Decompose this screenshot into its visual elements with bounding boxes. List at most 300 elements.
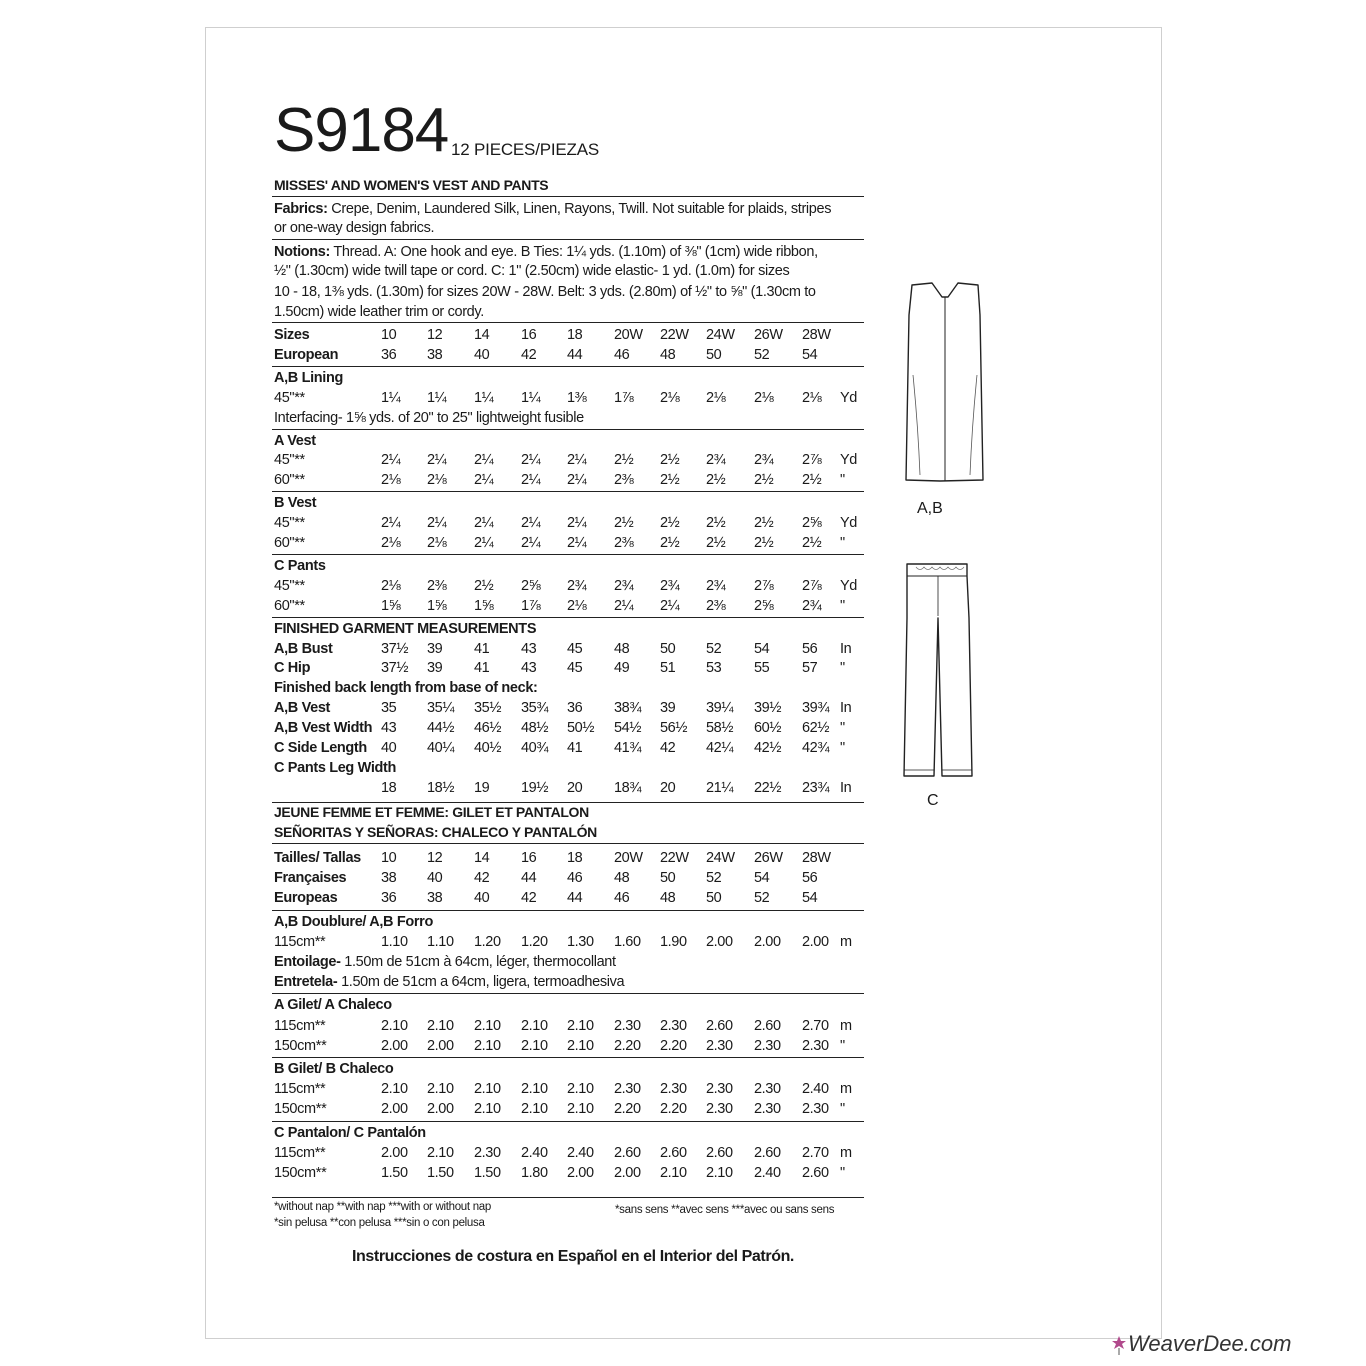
table-cell: 44 xyxy=(521,870,537,887)
row-label: B Gilet/ B Chaleco xyxy=(274,1061,394,1077)
table-cell: 2.10 xyxy=(381,1017,408,1034)
row-label: A Gilet/ A Chaleco xyxy=(274,997,392,1014)
table-cell: 1⅞ xyxy=(521,597,541,614)
table-cell: 2¾ xyxy=(706,452,726,469)
pattern-number: S9184 xyxy=(274,96,449,165)
table-cell: 38 xyxy=(427,890,443,907)
table-cell: 2⅜ xyxy=(427,577,447,594)
unit-cell: In xyxy=(840,700,852,717)
title-rule xyxy=(272,196,864,197)
table-cell: 1.80 xyxy=(521,1165,548,1181)
table-cell: 49 xyxy=(614,660,630,677)
row-label: C Pants xyxy=(274,557,326,574)
table-cell: 53 xyxy=(706,660,722,677)
table-cell: 2¼ xyxy=(474,452,494,469)
table-cell: 2⅝ xyxy=(754,597,774,614)
table-cell: 2¼ xyxy=(660,597,680,614)
table-cell: 26W xyxy=(754,327,783,343)
brand-watermark: WeaverDee.com xyxy=(1128,1331,1292,1356)
table-cell: 20W xyxy=(614,850,643,866)
table-cell: 42 xyxy=(474,870,490,887)
row-label: A,B Vest xyxy=(274,700,331,717)
row-label: 115cm** xyxy=(274,1017,326,1034)
table-cell: 2.60 xyxy=(754,1144,781,1161)
title-es: SEÑORITAS Y SEÑORAS: CHALECO Y PANTALÓN xyxy=(274,824,597,840)
pieces-count: 12 PIECES/PIEZAS xyxy=(451,140,599,159)
table-cell: 14 xyxy=(474,327,490,343)
row-label: 45"** xyxy=(274,577,305,594)
table-cell: 2½ xyxy=(802,472,822,489)
table-cell: 2.00 xyxy=(754,933,781,950)
table-cell: 2⅛ xyxy=(706,389,726,406)
table-cell: 2.60 xyxy=(706,1017,733,1034)
notions-line-3: 10 - 18, 1⅜ yds. (1.30m) for sizes 20W - 28W. Belt: 3 yds. (2.80m) of ½" to ⅝" (1.30cm to xyxy=(274,284,816,300)
row-label: 115cm** xyxy=(274,1081,326,1098)
table-cell: 2.00 xyxy=(706,933,733,950)
table-cell: 1¼ xyxy=(427,389,447,406)
table-cell: 39 xyxy=(427,660,443,677)
table-cell: 2.30 xyxy=(614,1081,641,1098)
table-cell: 2⅛ xyxy=(427,535,447,551)
table-cell: 36 xyxy=(567,700,583,717)
table-cell: 42¼ xyxy=(706,740,734,756)
table-cell: 2¾ xyxy=(754,452,774,469)
table-cell: 1¼ xyxy=(521,389,541,406)
table-cell: 2⅝ xyxy=(521,577,541,594)
table-cell: 50 xyxy=(706,346,722,363)
unit-cell: In xyxy=(840,779,852,796)
row-label: FINISHED GARMENT MEASUREMENTS xyxy=(274,620,537,637)
row-label: C Side Length xyxy=(274,740,367,756)
table-cell: 2⅜ xyxy=(706,597,726,614)
table-cell: 1.50 xyxy=(381,1165,408,1181)
unit-cell: Yd xyxy=(840,452,857,469)
table-cell: 41 xyxy=(474,640,490,657)
table-cell: 2.70 xyxy=(802,1017,829,1034)
table-cell: 2½ xyxy=(754,535,774,551)
section-rule xyxy=(272,1057,864,1058)
table-cell: 46 xyxy=(614,890,630,907)
table-cell: 2⅛ xyxy=(381,472,401,489)
table-cell: 2.30 xyxy=(706,1101,733,1118)
table-cell: 37½ xyxy=(381,640,409,657)
table-cell: 1.10 xyxy=(427,933,454,950)
row-label: 150cm** xyxy=(274,1101,327,1118)
row-label: A,B Lining xyxy=(274,369,343,386)
table-cell: 43 xyxy=(381,720,397,737)
table-cell: 43 xyxy=(521,640,537,657)
table-cell: 2½ xyxy=(660,452,680,469)
title-fr: JEUNE FEMME ET FEMME: GILET ET PANTALON xyxy=(274,804,589,820)
table-cell: 50 xyxy=(660,870,676,887)
table-cell: 2¼ xyxy=(567,535,587,551)
table-cell: 2⅞ xyxy=(754,577,774,594)
table-cell: 2.60 xyxy=(706,1144,733,1161)
table-cell: 2.10 xyxy=(474,1081,501,1098)
table-cell: 2½ xyxy=(614,515,634,532)
notions-rule xyxy=(272,322,864,323)
table-cell: 50 xyxy=(706,890,722,907)
table-cell: 2½ xyxy=(660,515,680,532)
table-cell: 1⅝ xyxy=(381,597,401,614)
table-cell: 1.30 xyxy=(567,933,594,950)
table-cell: 1⅝ xyxy=(427,597,447,614)
table-cell: 55 xyxy=(754,660,770,677)
section-rule xyxy=(272,617,864,618)
table-cell: 1.50 xyxy=(427,1165,454,1181)
table-cell: 48 xyxy=(660,890,676,907)
footnote-en: *without nap **with nap ***with or without nap xyxy=(274,1201,491,1213)
table-cell: 2.10 xyxy=(427,1144,454,1161)
table-cell: 2½ xyxy=(754,515,774,532)
table-cell: 16 xyxy=(521,327,537,343)
table-cell: 35½ xyxy=(474,700,502,717)
unit-cell: m xyxy=(840,1081,852,1098)
table-cell: 40¼ xyxy=(427,740,455,756)
table-cell: 52 xyxy=(754,346,770,363)
table-cell: 50 xyxy=(660,640,676,657)
table-cell: 2¼ xyxy=(474,472,494,489)
table-cell: 23¾ xyxy=(802,779,830,796)
table-cell: 54½ xyxy=(614,720,642,737)
section-rule xyxy=(272,1121,864,1122)
row-label: 115cm** xyxy=(274,1144,326,1161)
unit-cell: " xyxy=(840,535,845,551)
vest-illustration xyxy=(890,275,1000,505)
unit-cell: Yd xyxy=(840,389,857,406)
table-cell: 45 xyxy=(567,640,583,657)
table-cell: 22W xyxy=(660,327,689,343)
table-cell: 2.10 xyxy=(567,1101,594,1118)
table-cell: 56½ xyxy=(660,720,688,737)
table-cell: 2⅛ xyxy=(754,389,774,406)
table-cell: 2½ xyxy=(706,515,726,532)
view-label-pants: C xyxy=(927,792,939,809)
footnote-rule-left xyxy=(272,1197,864,1198)
unit-cell: " xyxy=(840,1101,845,1118)
table-cell: 2⅛ xyxy=(381,577,401,594)
table-cell: 1⅞ xyxy=(614,389,634,406)
table-cell: 2⅝ xyxy=(802,515,822,532)
row-label-prefix: Entretela- xyxy=(274,974,338,991)
table-cell: 2⅜ xyxy=(614,535,634,551)
table-cell: 2¼ xyxy=(521,472,541,489)
table-cell: 18 xyxy=(381,779,397,796)
table-cell: 51 xyxy=(660,660,676,677)
table-cell: 28W xyxy=(802,850,831,866)
table-cell: 2¼ xyxy=(614,597,634,614)
table-cell: 2.10 xyxy=(381,1081,408,1098)
table-cell: 57 xyxy=(802,660,818,677)
table-cell: 2.00 xyxy=(614,1165,641,1181)
table-cell: 1⅜ xyxy=(567,389,587,406)
table-cell: 52 xyxy=(706,640,722,657)
table-cell: 2⅛ xyxy=(381,535,401,551)
unit-cell: Yd xyxy=(840,577,857,594)
table-cell: 38 xyxy=(381,870,397,887)
table-cell: 1⅝ xyxy=(474,597,494,614)
table-cell: 2.10 xyxy=(474,1037,501,1054)
table-cell: 41 xyxy=(567,740,583,756)
table-cell: 2¼ xyxy=(381,515,401,532)
table-cell: 45 xyxy=(567,660,583,677)
table-cell: 1.50 xyxy=(474,1165,501,1181)
table-cell: 48 xyxy=(614,640,630,657)
table-cell: 2.00 xyxy=(381,1101,408,1118)
row-label: A,B Vest Width xyxy=(274,720,373,737)
table-cell: 10 xyxy=(381,850,397,866)
table-cell: 2.40 xyxy=(754,1165,781,1181)
fabrics-rule xyxy=(272,239,864,240)
table-cell: 2¼ xyxy=(567,452,587,469)
table-cell: 24W xyxy=(706,327,735,343)
table-cell: 2½ xyxy=(802,535,822,551)
table-cell: 38¾ xyxy=(614,700,642,717)
footnote-fr: *sans sens **avec sens ***avec ou sans sens xyxy=(615,1204,835,1216)
table-cell: 54 xyxy=(754,640,770,657)
row-label: C Hip xyxy=(274,660,311,677)
table-cell: 19½ xyxy=(521,779,549,796)
table-cell: 36 xyxy=(381,890,397,907)
row-label: 60"** xyxy=(274,597,305,614)
table-cell: 42 xyxy=(521,890,537,907)
table-cell: 2.20 xyxy=(614,1037,641,1054)
table-cell: 2.30 xyxy=(706,1081,733,1098)
unit-cell: m xyxy=(840,1144,852,1161)
table-cell: 2.30 xyxy=(754,1081,781,1098)
table-cell: 20 xyxy=(567,779,583,796)
table-cell: 52 xyxy=(754,890,770,907)
table-cell: 2¼ xyxy=(521,515,541,532)
table-cell: 2⅛ xyxy=(802,389,822,406)
notions-line-1 xyxy=(274,242,818,262)
table-cell: 2.30 xyxy=(614,1017,641,1034)
table-cell: 18¾ xyxy=(614,779,642,796)
fabrics-text-1: Crepe, Denim, Laundered Silk, Linen, Rayons, Twill. Not suitable for plaids, stripes xyxy=(327,201,832,217)
table-cell: 2.00 xyxy=(567,1165,594,1181)
instructions-note: Instrucciones de costura en Español en el Interior del Patrón. xyxy=(352,1248,794,1265)
table-cell: 60½ xyxy=(754,720,782,737)
section-rule xyxy=(272,366,864,367)
table-cell: 41 xyxy=(474,660,490,677)
table-cell: 2¾ xyxy=(614,577,634,594)
table-cell: 2¼ xyxy=(474,515,494,532)
table-cell: 2.10 xyxy=(427,1017,454,1034)
table-cell: 2¼ xyxy=(474,535,494,551)
table-cell: 2.10 xyxy=(427,1081,454,1098)
section-rule xyxy=(272,910,864,911)
unit-cell: " xyxy=(840,597,845,614)
unit-cell: " xyxy=(840,720,845,737)
table-cell: 2¼ xyxy=(567,472,587,489)
row-label: 45"** xyxy=(274,515,305,532)
unit-cell: " xyxy=(840,740,845,756)
table-cell: 26W xyxy=(754,850,783,866)
table-cell: 44 xyxy=(567,890,583,907)
table-cell: 2.10 xyxy=(567,1081,594,1098)
footnote-es: *sin pelusa **con pelusa ***sin o con pelusa xyxy=(274,1217,485,1229)
table-cell: 2.10 xyxy=(706,1165,733,1181)
table-cell: 2¾ xyxy=(567,577,587,594)
table-cell: 42¾ xyxy=(802,740,830,756)
table-cell: 2.30 xyxy=(706,1037,733,1054)
unit-cell: Yd xyxy=(840,515,857,532)
table-cell: 1.60 xyxy=(614,933,641,950)
table-cell: 56 xyxy=(802,640,818,657)
notions-line-4: 1.50cm) wide leather trim or cordy. xyxy=(274,304,484,320)
table-cell: 56 xyxy=(802,870,818,887)
row-label: Tailles/ Tallas xyxy=(274,850,361,866)
table-cell: 44 xyxy=(567,346,583,363)
table-cell: 2.70 xyxy=(802,1144,829,1161)
table-cell: 18½ xyxy=(427,779,455,796)
table-cell: 2.00 xyxy=(427,1101,454,1118)
table-cell: 50½ xyxy=(567,720,595,737)
table-cell: 2.20 xyxy=(660,1101,687,1118)
table-cell: 54 xyxy=(802,890,818,907)
row-label: 150cm** xyxy=(274,1037,327,1054)
row-label: B Vest xyxy=(274,495,317,512)
row-label: C Pantalon/ C Pantalón xyxy=(274,1124,426,1141)
table-cell: 2.30 xyxy=(474,1144,501,1161)
fabrics-label: Fabrics: xyxy=(274,201,328,217)
table-cell: 1.20 xyxy=(474,933,501,950)
table-cell: 54 xyxy=(754,870,770,887)
table-cell: 2½ xyxy=(706,472,726,489)
table-cell: 42 xyxy=(521,346,537,363)
table-cell: 2.10 xyxy=(474,1101,501,1118)
spool-icon xyxy=(1110,1334,1128,1356)
table-cell: 2⅛ xyxy=(427,472,447,489)
section-rule xyxy=(272,491,864,492)
row-label: Finished back length from base of neck: xyxy=(274,680,538,697)
table-cell: 2.10 xyxy=(567,1017,594,1034)
table-cell: 2.10 xyxy=(521,1017,548,1034)
table-cell: 2.00 xyxy=(381,1144,408,1161)
table-cell: 1¼ xyxy=(381,389,401,406)
table-cell: 35¼ xyxy=(427,700,455,717)
table-cell: 2½ xyxy=(706,535,726,551)
row-label: 45"** xyxy=(274,452,305,469)
notions-text-1: Thread. A: One hook and eye. B Ties: 1¼ yds. (1.10m) of ⅜" (1cm) wide ribbon, xyxy=(330,244,818,260)
view-label-vest: A,B xyxy=(917,500,943,517)
table-cell: 2⅞ xyxy=(802,452,822,469)
table-cell: 10 xyxy=(381,327,397,343)
table-cell: 2⅛ xyxy=(567,597,587,614)
unit-cell: m xyxy=(840,1017,852,1034)
table-cell: 40 xyxy=(381,740,397,756)
table-cell: 2.30 xyxy=(660,1081,687,1098)
table-cell: 46½ xyxy=(474,720,502,737)
table-cell: 2.00 xyxy=(381,1037,408,1054)
table-cell: 40½ xyxy=(474,740,502,756)
table-cell: 39 xyxy=(660,700,676,717)
row-label: European xyxy=(274,346,339,363)
table-cell: 12 xyxy=(427,327,443,343)
table-cell: 40 xyxy=(427,870,443,887)
row-label: 150cm** xyxy=(274,1165,327,1181)
table-cell: 2.60 xyxy=(614,1144,641,1161)
table-cell: 2.00 xyxy=(427,1037,454,1054)
table-cell: 48 xyxy=(660,346,676,363)
row-label: Europeas xyxy=(274,890,338,907)
table-cell: 14 xyxy=(474,850,490,866)
unit-cell: " xyxy=(840,1165,845,1181)
section-rule xyxy=(272,429,864,430)
table-cell: 2¼ xyxy=(381,452,401,469)
table-cell: 2.10 xyxy=(474,1017,501,1034)
table-cell: 1.10 xyxy=(381,933,408,950)
fabrics-line-2: or one-way design fabrics. xyxy=(274,220,435,236)
table-cell: 20W xyxy=(614,327,643,343)
table-cell: 46 xyxy=(614,346,630,363)
row-label: Sizes xyxy=(274,327,310,343)
section-rule xyxy=(272,993,864,994)
table-cell: 2½ xyxy=(474,577,494,594)
table-cell: 35¾ xyxy=(521,700,549,717)
table-cell: 12 xyxy=(427,850,443,866)
table-cell: 2.30 xyxy=(802,1101,829,1118)
unit-cell: m xyxy=(840,933,852,950)
table-cell: 20 xyxy=(660,779,676,796)
table-cell: 2.30 xyxy=(802,1037,829,1054)
table-cell: 40¾ xyxy=(521,740,549,756)
table-cell: 24W xyxy=(706,850,735,866)
table-cell: 2.30 xyxy=(754,1037,781,1054)
row-label: A,B Doublure/ A,B Forro xyxy=(274,913,433,930)
table-cell: 39¾ xyxy=(802,700,830,717)
table-cell: 2⅜ xyxy=(614,472,634,489)
table-cell: 18 xyxy=(567,850,583,866)
table-cell: 54 xyxy=(802,346,818,363)
fabrics-line-1 xyxy=(274,199,831,219)
table-cell: 2.10 xyxy=(567,1037,594,1054)
table-cell: 2⅞ xyxy=(802,577,822,594)
row-label: A Vest xyxy=(274,432,316,449)
row-label: 45"** xyxy=(274,389,305,406)
section-rule xyxy=(272,554,864,555)
row-label xyxy=(274,972,624,992)
table-cell: 41¾ xyxy=(614,740,642,756)
table-cell: 1.20 xyxy=(521,933,548,950)
table-cell: 2¼ xyxy=(427,515,447,532)
table-cell: 22W xyxy=(660,850,689,866)
table-cell: 2.60 xyxy=(802,1165,829,1181)
table-cell: 35 xyxy=(381,700,397,717)
table-cell: 2¾ xyxy=(706,577,726,594)
table-cell: 1.90 xyxy=(660,933,687,950)
table-cell: 52 xyxy=(706,870,722,887)
row-label: A,B Bust xyxy=(274,640,333,657)
table-cell: 39 xyxy=(427,640,443,657)
table-cell: 48 xyxy=(614,870,630,887)
table-cell: 2¼ xyxy=(521,452,541,469)
table-cell: 2½ xyxy=(660,535,680,551)
table-cell: 21¼ xyxy=(706,779,734,796)
table-cell: 2¼ xyxy=(427,452,447,469)
fr-title-rule xyxy=(272,843,864,844)
row-label: Interfacing- 1⅝ yds. of 20" to 25" lightweight fusible xyxy=(274,409,584,426)
table-cell: 2.20 xyxy=(614,1101,641,1118)
table-cell: 2½ xyxy=(660,472,680,489)
table-cell: 2.40 xyxy=(567,1144,594,1161)
table-cell: 2.60 xyxy=(660,1144,687,1161)
notions-line-2: ½" (1.30cm) wide twill tape or cord. C: 1" (2.50cm) wide elastic- 1 yd. (1.0m) for sizes xyxy=(274,263,790,279)
table-cell: 2.40 xyxy=(802,1081,829,1098)
row-label: 60"** xyxy=(274,472,305,489)
table-cell: 2.10 xyxy=(521,1037,548,1054)
table-cell: 40 xyxy=(474,346,490,363)
